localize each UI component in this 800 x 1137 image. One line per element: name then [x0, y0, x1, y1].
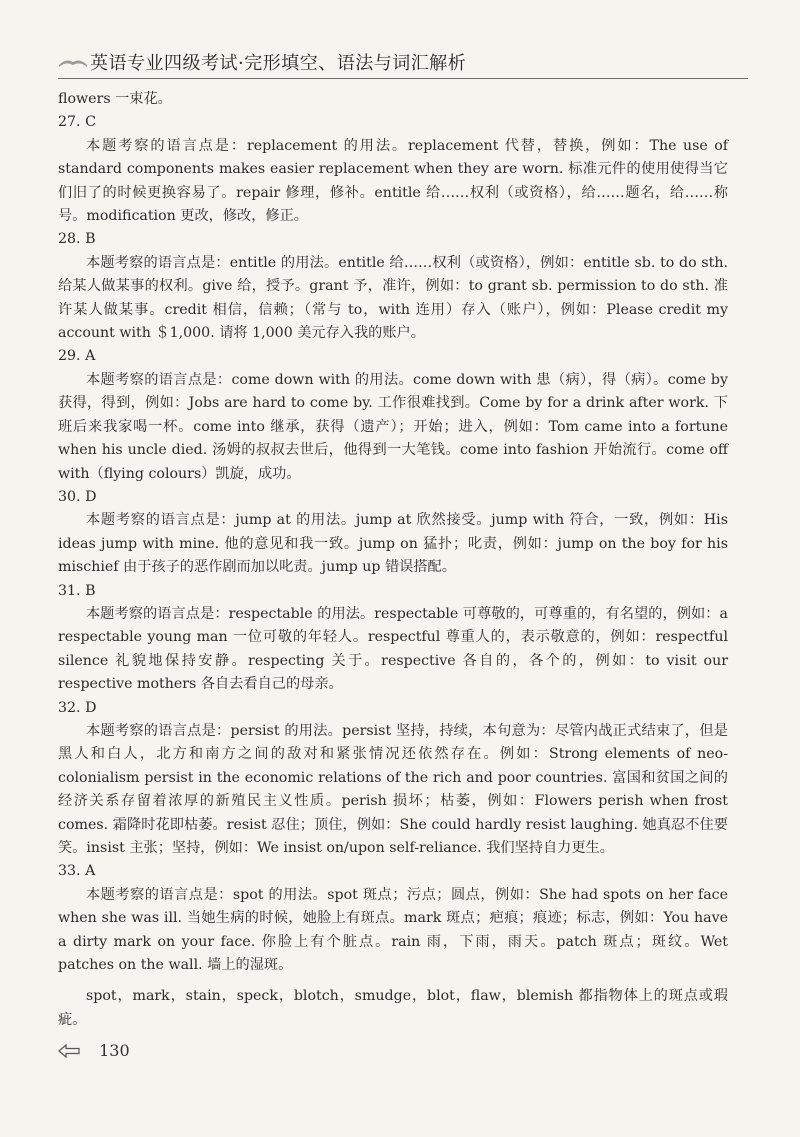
book-ornament-icon: [58, 56, 88, 68]
text-line: flowers 一束花。: [58, 91, 172, 107]
explanation-paragraph: 本题考察的语言点是：spot 的用法。spot 斑点；污点；圆点，例如：She had spots on her face when she was ill. 当她生病的时候，她脸上有斑点。mark 斑点；疤痕；痕迹；标志，例如：You have a dirty mark on your face. 你脸上有个脏点。rain 雨，下雨，雨天。patch 斑点；斑纹。Wet patches on the wall. 墙上的湿斑。: [58, 886, 728, 974]
header-title: 英语专业四级考试·完形填空、语法与词汇解析: [90, 53, 467, 74]
running-header: [58, 44, 748, 79]
page-content: [58, 88, 728, 1032]
left-arrow-icon: [58, 1044, 80, 1058]
question-number: 28. B: [58, 231, 96, 248]
explanation-paragraph: 本题考察的语言点是：respectable 的用法。respectable 可尊敬的，可尊重的，有名望的，例如：a respectable young man 一位可敬的年轻人。respectful 尊重人的，表示敬意的，例如：respectful silence 礼貌地保持安静。respecting 关于。respective 各自的，各个的，例如：to visit our respective mothers 各自去看自己的母亲。: [58, 605, 728, 693]
explanation-paragraph: 本题考察的语言点是：entitle 的用法。entitle 给……权利（或资格），例如：entitle sb. to do sth. 给某人做某事的权利。give 给，授予。grant 予，准许，例如：to grant sb. permission to do sth. 准许某人做某事。credit 相信，信赖；（常与 to，with 连用）存入（账户），例如：Please credit my account with ＄1,000. 请将 1,000 美元存入我的账户。: [58, 254, 728, 342]
question-number: 30. D: [58, 488, 97, 505]
summary-line: spot，mark，stain，speck，blotch，smudge，blot，flaw，blemish 都指物体上的斑点或瑕疵。: [58, 988, 728, 1028]
explanation-paragraph: 本题考察的语言点是：persist 的用法。persist 坚持，持续，本句意为：尽管内战正式结束了，但是黑人和白人，北方和南方之间的敌对和紧张情况还依然存在。例如：Strong elements of neo-colonialism persist in the economic relations of the rich and poor countries. 富国和贫国之间的经济关系存留着浓厚的新殖民主义性质。perish 损坏；枯萎，例如：Flowers perish when frost comes. 霜降时花即枯萎。resist 忍住；顶住，例如：She could hardly resist laughing. 她真忍不住要笑。insist 主张；坚持，例如：We insist on/upon self-reliance. 我们坚持自力更生。: [58, 722, 728, 856]
page-number: 130: [99, 1041, 130, 1060]
page-footer: [58, 1040, 130, 1064]
explanation-paragraph: 本题考察的语言点是：come down with 的用法。come down with 患（病），得（病）。come by 获得，得到，例如：Jobs are hard to come by. 工作很难找到。Come by for a drink after work. 下班后来我家喝一杯。come into 继承，获得（遗产）；开始；进入，例如：Tom came into a fortune when his uncle died. 汤姆的叔叔去世后，他得到一大笔钱。come into fashion 开始流行。come off with（flying colours）凯旋，成功。: [58, 371, 728, 482]
question-number: 29. A: [58, 348, 96, 365]
explanation-paragraph: 本题考察的语言点是：replacement 的用法。replacement 代替，替换，例如：The use of standard components makes easier replacement when they are worn. 标准元件的使用使得当它们旧了的时候更换容易了。repair 修理，修补。entitle 给……权利（或资格），给……题名，给……称号。modification 更改，修改，修正。: [58, 137, 728, 225]
question-number: 27. C: [58, 114, 96, 131]
question-number: 31. B: [58, 582, 96, 599]
explanation-paragraph: 本题考察的语言点是：jump at 的用法。jump at 欣然接受。jump with 符合，一致，例如：His ideas jump with mine. 他的意见和我一致。jump on 猛扑；叱责，例如：jump on the boy for his mischief 由于孩子的恶作剧而加以叱责。jump up 错误搭配。: [58, 512, 728, 576]
question-number: 32. D: [58, 699, 97, 716]
question-number: 33. A: [58, 863, 96, 880]
